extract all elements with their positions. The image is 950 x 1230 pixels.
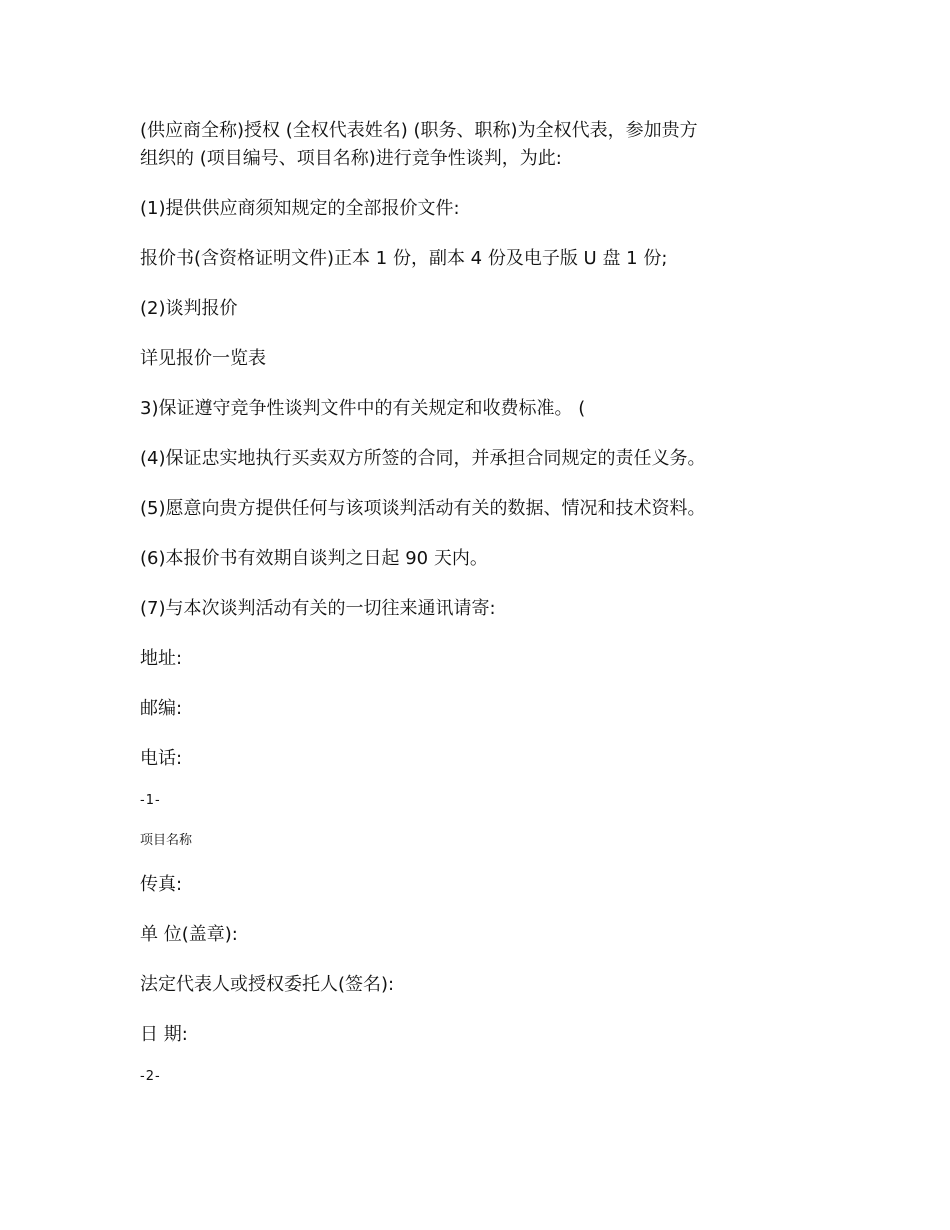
item-5: (5)愿意向贵方提供任何与该项谈判活动有关的数据、情况和技术资料。 (140, 498, 706, 519)
item-6: (6)本报价书有效期自谈判之日起 90 天内。 (140, 548, 488, 569)
page-number-2: -2- (140, 1069, 161, 1084)
date-label: 日 期: (140, 1024, 188, 1045)
item-2: (2)谈判报价 (140, 298, 238, 319)
item-1: (1)提供供应商须知规定的全部报价文件: (140, 198, 460, 219)
item-1-detail: 报价书(含资格证明文件)正本 1 份，副本 4 份及电子版 U 盘 1 份; (140, 248, 668, 269)
document-body (140, 118, 820, 1108)
phone-label: 电话: (140, 748, 183, 769)
item-4: (4)保证忠实地执行买卖双方所签的合同，并承担合同规定的责任义务。 (140, 448, 706, 469)
item-3: 3)保证遵守竞争性谈判文件中的有关规定和收费标准。 ( (140, 398, 586, 419)
unit-seal-label: 单 位(盖章): (140, 924, 238, 945)
fax-label: 传真: (140, 874, 183, 895)
address-label: 地址: (140, 648, 183, 669)
intro-line-2: 组织的 (项目编号、项目名称)进行竞争性谈判，为此: (140, 148, 562, 169)
intro-paragraph (140, 118, 820, 172)
item-7: (7)与本次谈判活动有关的一切往来通讯请寄: (140, 598, 496, 619)
page-number-1: -1- (140, 793, 161, 808)
item-2-detail: 详见报价一览表 (140, 348, 266, 369)
postcode-label: 邮编: (140, 698, 183, 719)
running-header-project-name: 项目名称 (140, 833, 193, 848)
representative-signature-label: 法定代表人或授权委托人(签名): (140, 974, 395, 995)
intro-line-1: (供应商全称)授权 (全权代表姓名) (职务、职称)为全权代表，参加贵方 (140, 120, 698, 141)
